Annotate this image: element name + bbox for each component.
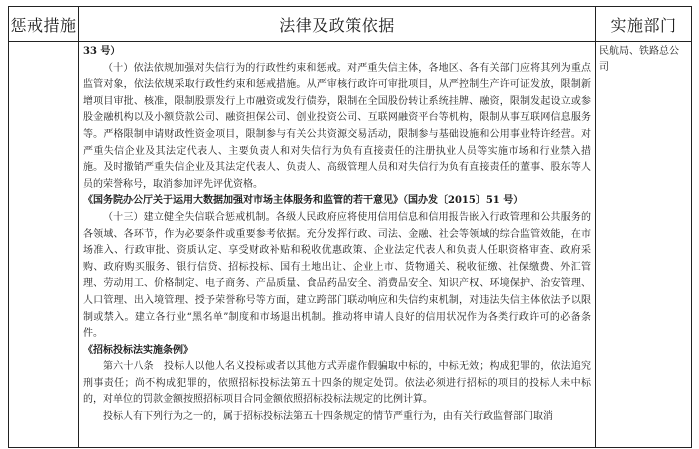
- document-page: [8, 6, 691, 447]
- basis-serious-acts: 投标人有下列行为之一的，属于招标投标法第五十四条规定的情节严重行为，由有关行政监督部门取消: [103, 411, 553, 423]
- basis-cell: [79, 42, 596, 448]
- basis-article-68: 第六十八条 投标人以他人名义投标或者以其他方式弄虚作假骗取中标的，中标无效；构成犯罪的，依法追究刑事责任；尚不构成犯罪的，依照招标投标法第五十四条的规定处罚。依法必须进行招标的项目的投标人未中标的，对单位的罚款金额按照招标项目合同金额依照招标投标法规定的比例计算。: [83, 361, 591, 406]
- basis-title-bidding: 《招标投标法实施条例》: [83, 344, 193, 356]
- header-measures: 惩戒措施: [9, 7, 79, 42]
- basis-title-big-data: 《国务院办公厅关于运用大数据加强对市场主体服务和监管的若干意见》（国办发〔2015〕51 号）: [83, 195, 524, 207]
- table-row: [9, 42, 692, 448]
- table-header-row: [9, 7, 692, 42]
- basis-clause-ten: （十）依法依规加强对失信行为的行政性约束和惩戒。对严重失信主体，各地区、各有关部门应将其列为重点监管对象，依法依规采取行政性约束和惩戒措施。从严审核行政许可审批项目，从严控制生产许可证发放，限制新增项目审批、核准，限制股票发行上市融资或发行债券，限制在全国股份转让系统挂牌、融资，限制发起设立或参股金融机构以及小额贷款公司、融资担保公司、创业投资公司、互联网融资平台等机构，限制从事互联网信息服务等。严格限制申请财政性资金项目，限制参与有关公共资源交易活动，限制参与基础设施和公用事业特许经营。对严重失信企业及其法定代表人、主要负责人和对失信行为负有直接责任的注册执业人员等实施市场和行业禁入措施。及时撤销严重失信企业及其法定代表人、负责人、高级管理人员和对失信行为负有直接责任的董事、股东等人员的荣誉称号，取消参加评先评优资格。: [83, 62, 591, 190]
- dept-cell: [596, 42, 692, 448]
- basis-clause-thirteen: （十三）建立健全失信联合惩戒机制。各级人民政府应将使用信用信息和信用报告嵌入行政管理和公共服务的各领域、各环节，作为必要条件或重要参考依据。充分发挥行政、司法、金融、社会等领域的综合监管效能，在市场准入、行政审批、资质认定、享受财政补贴和税收优惠政策、企业法定代表人和负责人任职资格审查、政府采购、政府购买服务、银行信贷、招标投标、国有土地出让、企业上市、货物通关、税收征缴、社保缴费、外汇管理、劳动用工、价格制定、电子商务、产品质量、食品药品安全、消费品安全、知识产权、环境保护、治安管理、人口管理、出入境管理、授予荣誉称号等方面，建立跨部门联动响应和失信约束机制，对违法失信主体依法予以限制或禁入。建立各行业“黑名单”制度和市场退出机制。推动将申请人良好的信用状况作为各类行政许可的必备条件。: [83, 211, 591, 340]
- basis-doc-number: 33 号）: [83, 46, 121, 57]
- dept-text: 民航局、铁路总公司: [599, 46, 679, 73]
- header-dept: 实施部门: [596, 7, 692, 42]
- policy-table: [8, 6, 692, 448]
- measure-cell: [9, 42, 79, 448]
- header-basis: 法律及政策依据: [79, 7, 596, 42]
